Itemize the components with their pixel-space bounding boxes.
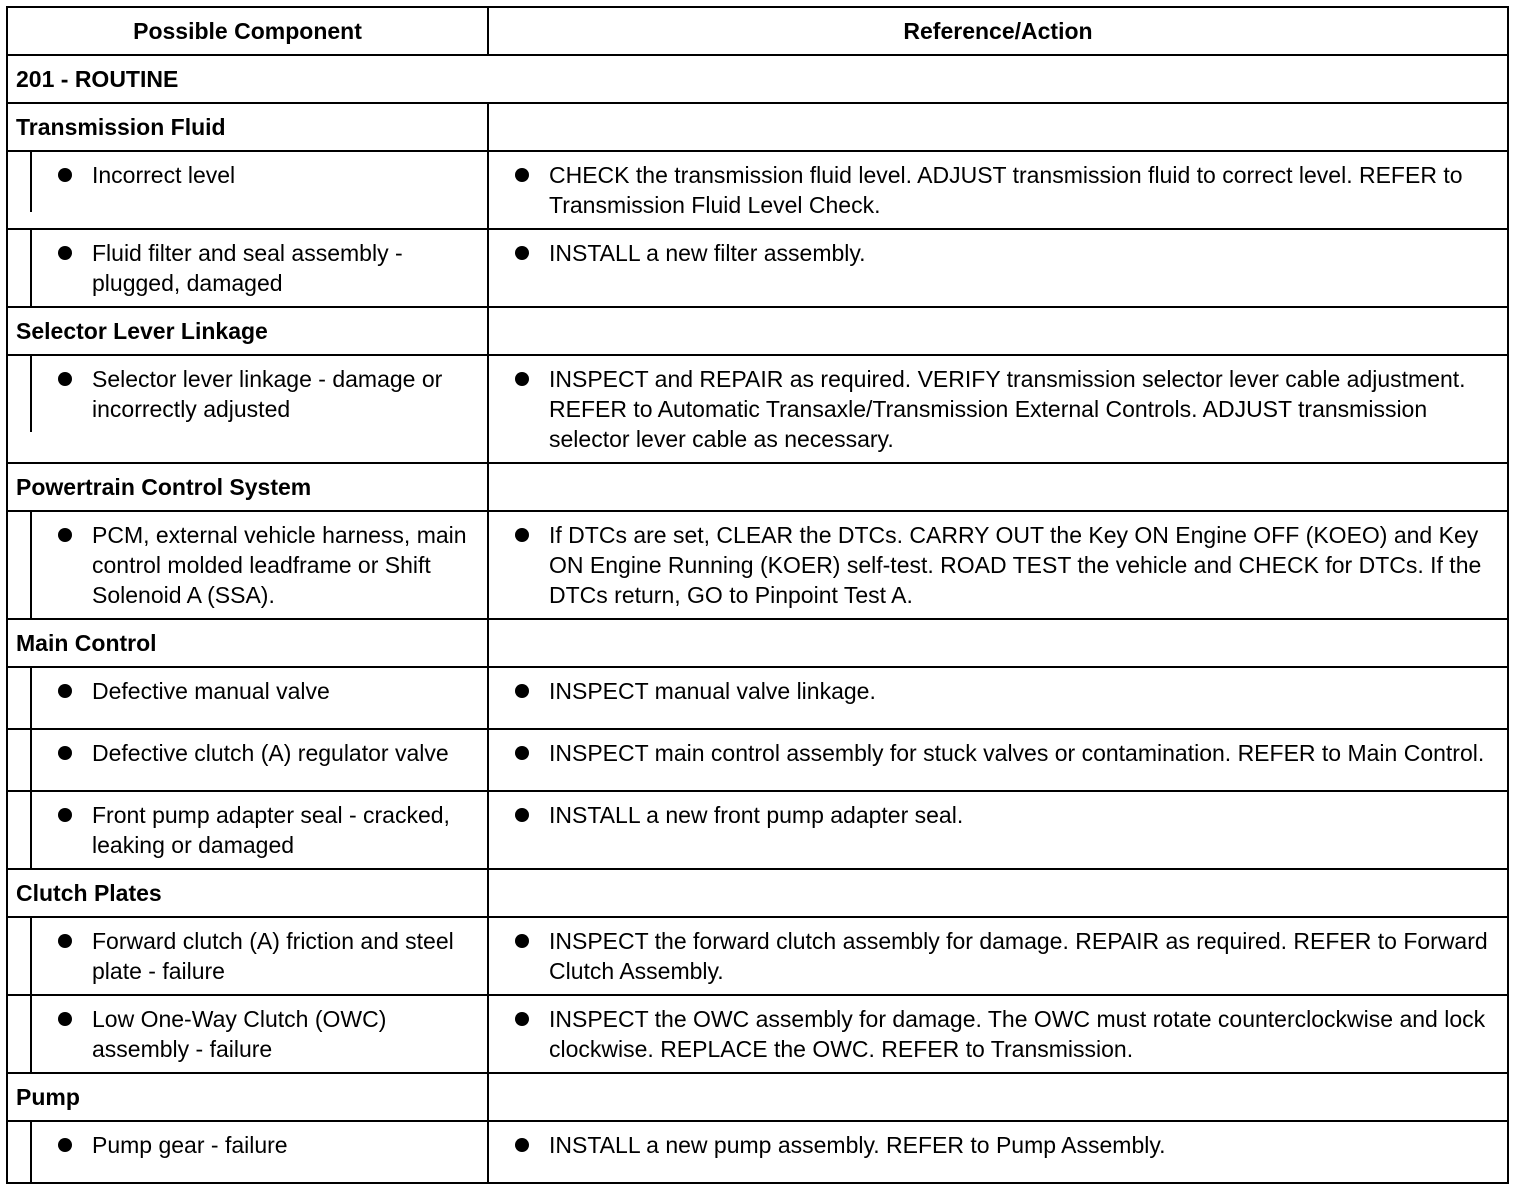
cell-content — [30, 792, 487, 868]
component-cell — [7, 151, 488, 229]
component-cell — [7, 995, 488, 1073]
cell-content — [489, 918, 1507, 994]
cell-content — [30, 512, 487, 618]
cell-content — [30, 730, 487, 790]
table-row — [7, 995, 1508, 1073]
group-name: Selector Lever Linkage — [7, 307, 488, 355]
section-row — [7, 55, 1508, 103]
header-reference-action: Reference/Action — [488, 7, 1508, 55]
action-text: CHECK the transmission fluid level. ADJUST transmission fluid to correct level. REFER to Transmission Fluid Level Check. — [549, 162, 1463, 218]
bullet-icon — [515, 1138, 529, 1152]
component-text: Pump gear - failure — [92, 1132, 288, 1158]
group-action-empty — [488, 463, 1508, 511]
bullet-icon — [58, 372, 72, 386]
bullet-icon — [58, 808, 72, 822]
bullet-icon — [58, 934, 72, 948]
cell-content — [30, 230, 487, 306]
component-cell — [7, 791, 488, 869]
bullet-icon — [515, 528, 529, 542]
action-cell — [488, 355, 1508, 463]
group-row — [7, 463, 1508, 511]
action-cell — [488, 151, 1508, 229]
group-name: Main Control — [7, 619, 488, 667]
bullet-icon — [58, 1138, 72, 1152]
table-row — [7, 729, 1508, 791]
bullet-icon — [58, 746, 72, 760]
table-row — [7, 667, 1508, 729]
component-cell — [7, 729, 488, 791]
cell-content — [489, 1122, 1507, 1182]
action-cell — [488, 1121, 1508, 1183]
bullet-icon — [58, 684, 72, 698]
action-text: If DTCs are set, CLEAR the DTCs. CARRY OUT the Key ON Engine OFF (KOEO) and Key ON Engine Running (KOER) self-test. ROAD TEST the vehicle and CHECK for DTCs. If the DTCs return, GO to Pinpoint Test A. — [549, 522, 1482, 608]
cell-content — [489, 230, 1507, 290]
group-action-empty — [488, 103, 1508, 151]
table-row — [7, 151, 1508, 229]
action-text: INSPECT manual valve linkage. — [549, 678, 876, 704]
group-name: Transmission Fluid — [7, 103, 488, 151]
component-text: Forward clutch (A) friction and steel plate - failure — [92, 928, 454, 984]
component-text: Defective manual valve — [92, 678, 330, 704]
action-cell — [488, 995, 1508, 1073]
group-row — [7, 307, 1508, 355]
action-cell — [488, 667, 1508, 729]
cell-content — [30, 1122, 487, 1182]
section-title: 201 - ROUTINE — [7, 55, 1508, 103]
group-action-empty — [488, 869, 1508, 917]
component-cell — [7, 229, 488, 307]
action-text: INSPECT the OWC assembly for damage. The OWC must rotate counterclockwise and lock clockwise. REPLACE the OWC. REFER to Transmission. — [549, 1006, 1486, 1062]
action-cell — [488, 511, 1508, 619]
component-text: Incorrect level — [92, 162, 236, 188]
bullet-icon — [515, 746, 529, 760]
action-text: INSPECT main control assembly for stuck valves or contamination. REFER to Main Control. — [549, 740, 1485, 766]
component-cell — [7, 511, 488, 619]
component-text: Defective clutch (A) regulator valve — [92, 740, 449, 766]
component-text: Fluid filter and seal assembly - plugged, damaged — [92, 240, 403, 296]
cell-content — [30, 152, 487, 212]
component-cell — [7, 917, 488, 995]
component-text: PCM, external vehicle harness, main control molded leadframe or Shift Solenoid A (SSA). — [92, 522, 467, 608]
table-row — [7, 1121, 1508, 1183]
cell-content — [489, 512, 1507, 618]
bullet-icon — [58, 528, 72, 542]
table-row — [7, 791, 1508, 869]
table-row — [7, 355, 1508, 463]
diagnosis-table-body — [7, 7, 1508, 1183]
group-action-empty — [488, 619, 1508, 667]
group-name: Pump — [7, 1073, 488, 1121]
table-row — [7, 511, 1508, 619]
bullet-icon — [515, 684, 529, 698]
header-possible-component: Possible Component — [7, 7, 488, 55]
component-cell — [7, 355, 488, 463]
table-row — [7, 917, 1508, 995]
cell-content — [30, 918, 487, 994]
component-cell — [7, 1121, 488, 1183]
action-text: INSPECT and REPAIR as required. VERIFY transmission selector lever cable adjustment. REFER to Automatic Transaxle/Transmission External Controls. ADJUST transmission selector lever cable as necessary. — [549, 366, 1466, 452]
bullet-icon — [58, 1012, 72, 1026]
component-text: Low One-Way Clutch (OWC) assembly - failure — [92, 1006, 387, 1062]
bullet-icon — [515, 372, 529, 386]
cell-content — [489, 996, 1507, 1072]
group-row — [7, 103, 1508, 151]
group-name: Clutch Plates — [7, 869, 488, 917]
table-row — [7, 229, 1508, 307]
bullet-icon — [515, 934, 529, 948]
component-cell — [7, 667, 488, 729]
cell-content — [489, 152, 1507, 228]
action-text: INSTALL a new front pump adapter seal. — [549, 802, 964, 828]
group-row — [7, 1073, 1508, 1121]
group-name: Powertrain Control System — [7, 463, 488, 511]
diagnosis-table — [6, 6, 1509, 1184]
cell-content — [489, 730, 1507, 790]
cell-content — [30, 356, 487, 432]
cell-content — [489, 356, 1507, 462]
cell-content — [30, 668, 487, 728]
action-cell — [488, 917, 1508, 995]
action-cell — [488, 229, 1508, 307]
bullet-icon — [58, 168, 72, 182]
action-text: INSTALL a new pump assembly. REFER to Pump Assembly. — [549, 1132, 1166, 1158]
table-header-row — [7, 7, 1508, 55]
component-text: Front pump adapter seal - cracked, leaking or damaged — [92, 802, 450, 858]
action-text: INSPECT the forward clutch assembly for damage. REPAIR as required. REFER to Forward Clutch Assembly. — [549, 928, 1488, 984]
action-cell — [488, 729, 1508, 791]
cell-content — [489, 668, 1507, 728]
component-text: Selector lever linkage - damage or incorrectly adjusted — [92, 366, 443, 422]
bullet-icon — [58, 246, 72, 260]
cell-content — [30, 996, 487, 1072]
cell-content — [489, 792, 1507, 852]
group-row — [7, 619, 1508, 667]
bullet-icon — [515, 1012, 529, 1026]
bullet-icon — [515, 168, 529, 182]
bullet-icon — [515, 246, 529, 260]
action-cell — [488, 791, 1508, 869]
group-action-empty — [488, 1073, 1508, 1121]
action-text: INSTALL a new filter assembly. — [549, 240, 866, 266]
group-action-empty — [488, 307, 1508, 355]
bullet-icon — [515, 808, 529, 822]
group-row — [7, 869, 1508, 917]
